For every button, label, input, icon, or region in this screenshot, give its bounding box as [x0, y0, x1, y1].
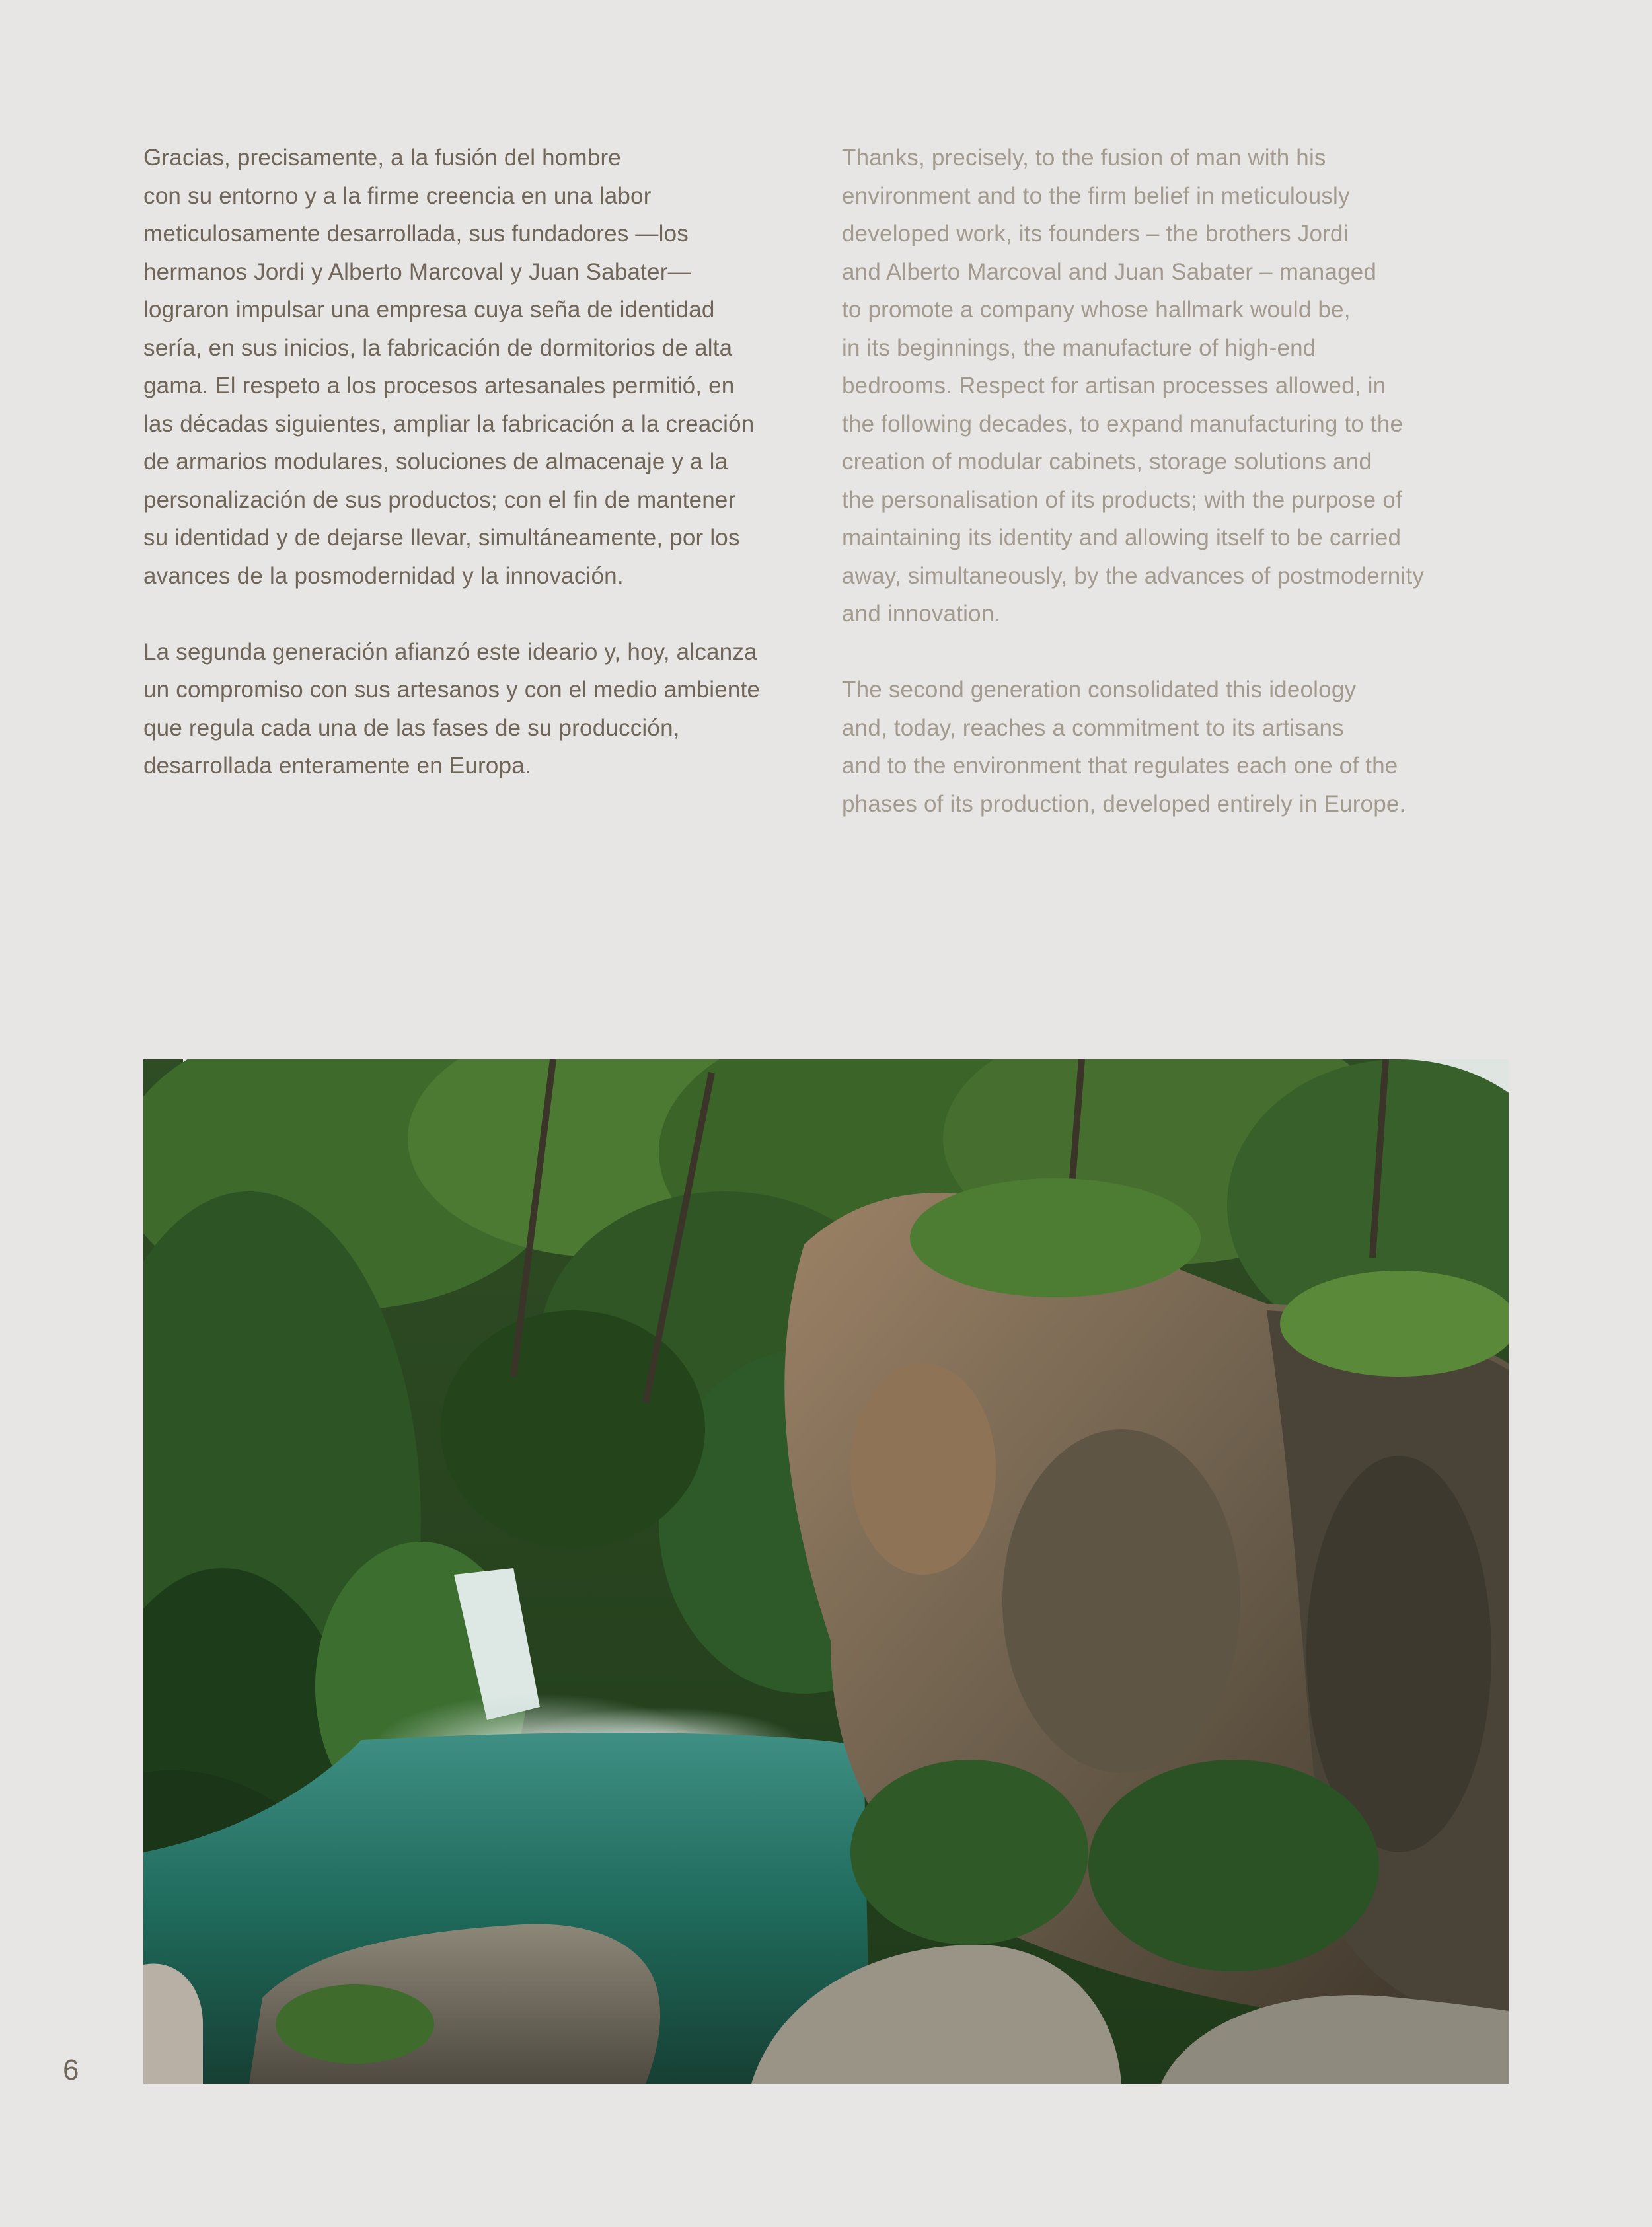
english-paragraph-1 [842, 139, 1503, 633]
english-text-column [842, 139, 1503, 861]
text-line: La segunda generación afianzó este ideario y, hoy, alcanza [143, 638, 757, 665]
text-line: su identidad y de dejarse llevar, simultáneamente, por los [143, 525, 740, 550]
text-line: The second generation consolidated this ideology [842, 677, 1357, 702]
text-line: meticulosamente desarrollada, sus fundadores —los [143, 221, 689, 246]
spanish-text-column [143, 139, 824, 823]
text-line: las décadas siguientes, ampliar la fabricación a la creación [143, 410, 755, 437]
text-line: sería, en sus inicios, la fabricación de dormitorios de alta [143, 334, 733, 361]
text-line: and innovation. [842, 601, 1001, 626]
text-line: Gracias, precisamente, a la fusión del hombre [143, 145, 621, 170]
text-line: phases of its production, developed entirely in Europe. [842, 790, 1406, 817]
text-line: maintaining its identity and allowing itself to be carried [842, 525, 1402, 550]
text-line: the following decades, to expand manufacturing to the [842, 410, 1404, 437]
text-line: desarrollada enteramente en Europa. [143, 753, 531, 778]
text-line: the personalisation of its products; with the purpose of [842, 486, 1402, 513]
text-line: que regula cada una de las fases de su producción, [143, 714, 680, 741]
text-line: to promote a company whose hallmark would be, [842, 297, 1351, 322]
text-line: bedrooms. Respect for artisan processes allowed, in [842, 373, 1386, 398]
page-number: 6 [63, 2054, 79, 2086]
text-line: away, simultaneously, by the advances of postmodernity [842, 562, 1425, 589]
text-line: gama. El respeto a los procesos artesanales permitió, en [143, 373, 735, 398]
english-paragraph-2 [842, 671, 1503, 823]
text-line: Thanks, precisely, to the fusion of man with his [842, 145, 1326, 170]
text-line: de armarios modulares, soluciones de almacenaje y a la [143, 449, 728, 474]
text-line: avances de la posmodernidad y la innovación. [143, 562, 624, 589]
spanish-paragraph-2 [143, 633, 824, 785]
text-line: personalización de sus productos; con el fin de mantener [143, 486, 736, 513]
text-line: in its beginnings, the manufacture of high-end [842, 334, 1316, 361]
text-line: and Alberto Marcoval and Juan Sabater – managed [842, 258, 1377, 285]
text-line: environment and to the firm belief in meticulously [842, 182, 1350, 209]
text-line: and to the environment that regulates each one of the [842, 753, 1398, 778]
waterfall-photo [143, 1059, 1509, 2084]
text-line: un compromiso con sus artesanos y con el medio ambiente [143, 677, 761, 702]
text-line: hermanos Jordi y Alberto Marcoval y Juan Sabater— [143, 258, 691, 285]
text-line: developed work, its founders – the brothers Jordi [842, 221, 1349, 246]
text-line: and, today, reaches a commitment to its artisans [842, 714, 1344, 741]
spanish-paragraph-1 [143, 139, 824, 595]
text-line: lograron impulsar una empresa cuya seña de identidad [143, 297, 715, 322]
text-line: con su entorno y a la firme creencia en una labor [143, 182, 652, 209]
text-line: creation of modular cabinets, storage solutions and [842, 449, 1372, 474]
